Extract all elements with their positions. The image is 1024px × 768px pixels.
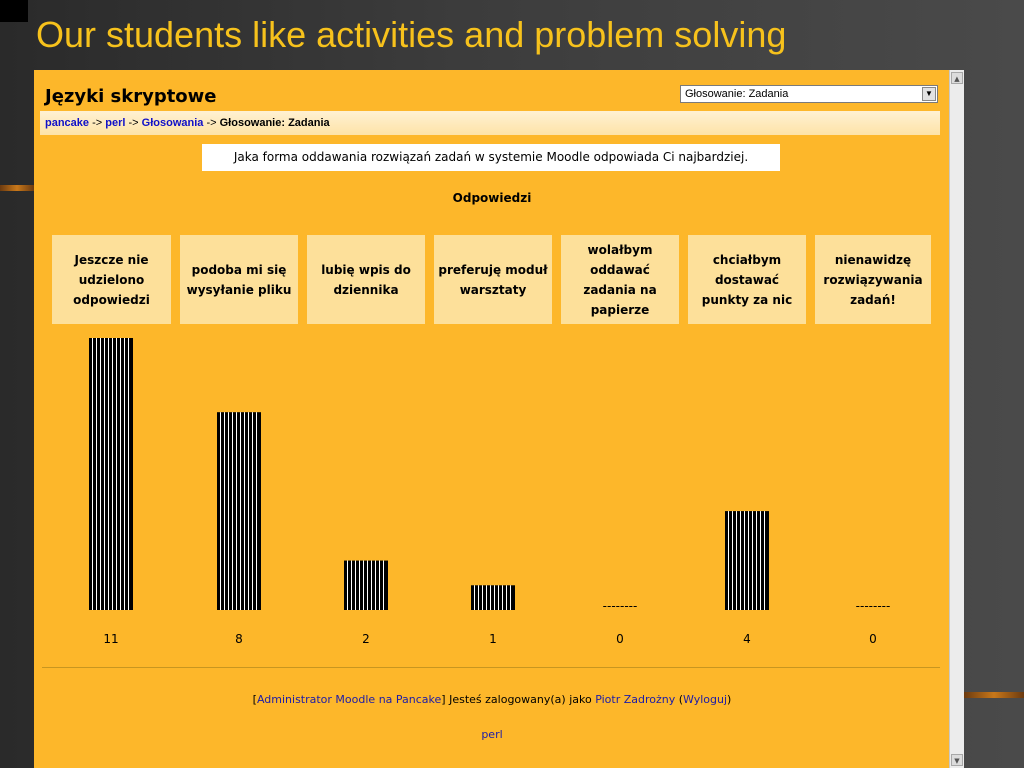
results-bar-chart bbox=[34, 70, 950, 670]
bar-3 bbox=[471, 585, 515, 610]
breadcrumb-link-perl[interactable]: perl bbox=[105, 117, 126, 129]
bar-count-label-2: 2 bbox=[362, 632, 370, 646]
answers-heading: Odpowiedzi bbox=[452, 191, 532, 205]
breadcrumb-separator: -> bbox=[92, 117, 103, 129]
answer-option-6: nienawidzę rozwiązywania zadań! bbox=[815, 235, 931, 324]
slide-decor-stripe-left bbox=[0, 185, 34, 191]
bar-zero-marker-4: -------- bbox=[602, 599, 638, 613]
answer-option-0: Jeszcze nie udzielono odpowiedzi bbox=[52, 235, 171, 324]
breadcrumb-separator: -> bbox=[128, 117, 139, 129]
bar-zero-marker-6: -------- bbox=[855, 599, 891, 613]
slide-decor-stripe-right bbox=[964, 692, 1024, 698]
logged-in-text: Jesteś zalogowany(a) jako bbox=[449, 693, 592, 706]
slide-corner-block bbox=[0, 0, 28, 22]
logout-link[interactable]: Wyloguj bbox=[683, 693, 728, 706]
jump-menu-value: Głosowanie: Zadania bbox=[685, 88, 789, 100]
breadcrumb-link-pancake[interactable]: pancake bbox=[45, 117, 90, 129]
vertical-scrollbar[interactable] bbox=[949, 70, 964, 768]
breadcrumb-link-glosowania[interactable]: Głosowania bbox=[141, 117, 204, 129]
answer-option-1: podoba mi się wysyłanie pliku bbox=[180, 235, 298, 324]
footer-divider bbox=[42, 667, 940, 668]
bar-count-label-4: 0 bbox=[616, 632, 624, 646]
bar-0 bbox=[89, 338, 133, 610]
breadcrumb-current: Głosowanie: Zadania bbox=[219, 117, 330, 129]
bar-5 bbox=[725, 511, 769, 610]
course-title: Języki skryptowe bbox=[45, 86, 217, 107]
bar-count-label-3: 1 bbox=[489, 632, 497, 646]
admin-link[interactable]: Administrator Moodle na Pancake bbox=[256, 693, 442, 706]
answer-option-3: preferuję moduł warsztaty bbox=[434, 235, 552, 324]
browser-content bbox=[34, 70, 964, 768]
poll-question: Jaka forma oddawania rozwiązań zadań w systemie Moodle odpowiada Ci najbardziej. bbox=[202, 144, 780, 171]
bar-count-label-5: 4 bbox=[743, 632, 751, 646]
slide-title: Our students like activities and problem solving bbox=[36, 14, 787, 55]
bar-count-label-6: 0 bbox=[869, 632, 877, 646]
answer-option-5: chciałbym dostawać punkty za nic bbox=[688, 235, 806, 324]
answer-option-4: wolałbym oddawać zadania na papierze bbox=[561, 235, 679, 324]
answer-option-2: lubię wpis do dziennika bbox=[307, 235, 425, 324]
scroll-down-icon[interactable]: ▼ bbox=[951, 754, 963, 766]
footer-course-link[interactable]: perl bbox=[481, 728, 503, 741]
breadcrumb-separator: -> bbox=[206, 117, 217, 129]
user-link[interactable]: Piotr Zadrożny bbox=[595, 693, 676, 706]
scroll-up-icon[interactable]: ▲ bbox=[951, 72, 963, 84]
bar-2 bbox=[344, 561, 388, 610]
bar-count-label-0: 11 bbox=[103, 632, 119, 646]
login-info: [Administrator Moodle na Pancake] Jesteś zalogowany(a) jako Piotr Zadrożny (Wyloguj) bbox=[252, 693, 732, 706]
bar-count-label-1: 8 bbox=[235, 632, 243, 646]
chevron-down-icon[interactable]: ▼ bbox=[922, 87, 936, 101]
bar-1 bbox=[217, 412, 261, 610]
